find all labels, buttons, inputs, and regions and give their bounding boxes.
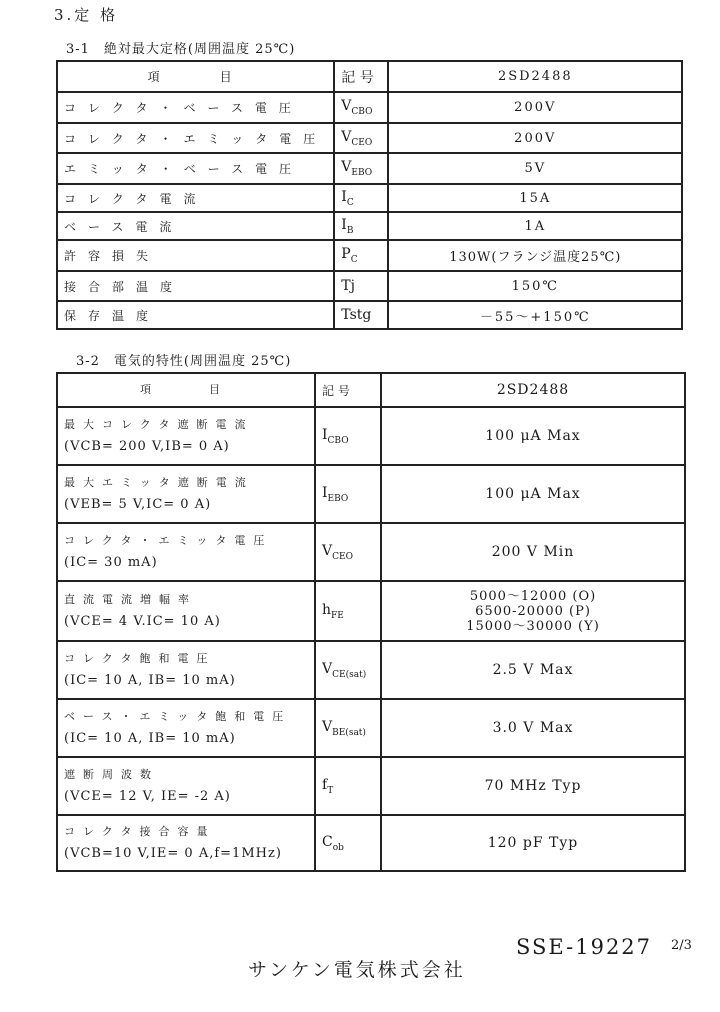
test-condition: (IC= 10 A, IB= 10 mA) — [64, 731, 236, 746]
table-row — [57, 699, 685, 757]
param-name: 遮断周波数 (VCE= 12 V, IE= -2 A) — [57, 757, 315, 815]
param-name: 直流電流増幅率 (VCE= 4 V.IC= 10 A) — [57, 581, 315, 641]
param-symbol: $V_{CEO}$ — [315, 523, 381, 581]
param-symbol: $V_{CEO}$ — [334, 123, 388, 153]
table-header-row — [57, 61, 682, 92]
param-name: ベース・エミッタ飽和電圧 (IC= 10 A, IB= 10 mA) — [57, 699, 315, 757]
param-symbol: $P_C$ — [334, 240, 388, 271]
header-part: 2SD2488 — [388, 61, 682, 92]
table-row — [57, 184, 682, 212]
test-condition: (IC= 10 A, IB= 10 mA) — [64, 673, 236, 688]
param-symbol: $I_B$ — [334, 212, 388, 240]
table-row — [57, 153, 682, 184]
param-symbol: $V_{BE(sat)}$ — [315, 699, 381, 757]
header-item: 項 目 — [57, 373, 315, 407]
header-symbol: 記 号 — [315, 373, 381, 407]
param-symbol: $C_{ob}$ — [315, 815, 381, 871]
param-value: 150℃ — [388, 271, 682, 301]
company-name: サンケン電気株式会社 — [248, 959, 466, 981]
param-name: コレクタ飽和電圧 (IC= 10 A, IB= 10 mA) — [57, 641, 315, 699]
test-condition: (VCB=10 V,IE= 0 A,f=1MHz) — [64, 846, 282, 861]
param-symbol: $f_T$ — [315, 757, 381, 815]
param-name: 保存温度 — [57, 301, 334, 329]
table-row — [57, 407, 685, 465]
table-row — [57, 92, 682, 123]
param-value: 120 pF Typ — [381, 815, 685, 871]
table-row — [57, 523, 685, 581]
param-value: －55～+150℃ — [388, 301, 682, 329]
param-symbol: $V_{EBO}$ — [334, 153, 388, 184]
param-name: 最大エミッタ遮断電流 (VEB= 5 V,IC= 0 A) — [57, 465, 315, 523]
param-name: コレクタ接合容量 (VCB=10 V,IE= 0 A,f=1MHz) — [57, 815, 315, 871]
param-symbol: Tj — [334, 271, 388, 301]
param-value: 15A — [388, 184, 682, 212]
param-value: 200 V Min — [381, 523, 685, 581]
table-row — [57, 301, 682, 329]
table-row — [57, 815, 685, 871]
test-condition: (VCE= 4 V.IC= 10 A) — [64, 614, 221, 629]
param-name: ベース電流 — [57, 212, 334, 240]
param-value: 5000～12000 (O) 6500-20000 (P) 15000～30000 (Y) — [381, 581, 685, 641]
param-name: コレクタ・エミッタ電圧 (IC= 30 mA) — [57, 523, 315, 581]
document-number: SSE-19227 — [516, 935, 653, 959]
param-value: 70 MHz Typ — [381, 757, 685, 815]
test-condition: (VCE= 12 V, IE= -2 A) — [64, 789, 231, 804]
param-name: 許容損失 — [57, 240, 334, 271]
param-value: 100 μA Max — [381, 465, 685, 523]
param-value: 5V — [388, 153, 682, 184]
absolute-max-ratings-table — [56, 60, 683, 330]
electrical-characteristics-table — [56, 372, 686, 872]
header-part: 2SD2488 — [381, 373, 685, 407]
table-row — [57, 212, 682, 240]
param-name: エミッタ・ベース電圧 — [57, 153, 334, 184]
section2-heading: 3-2 電気的特性(周囲温度 25℃) — [76, 354, 292, 369]
table-row — [57, 123, 682, 153]
param-name: コレクタ・ベース電圧 — [57, 92, 334, 123]
param-name: 最大コレクタ遮断電流 (VCB= 200 V,IB= 0 A) — [57, 407, 315, 465]
param-name: 接合部温度 — [57, 271, 334, 301]
param-symbol: Tstg — [334, 301, 388, 329]
param-value: 100 μA Max — [381, 407, 685, 465]
param-symbol: $V_{CE(sat)}$ — [315, 641, 381, 699]
table-row — [57, 757, 685, 815]
table-header-row — [57, 373, 685, 407]
table-row — [57, 240, 682, 271]
param-symbol: $h_{FE}$ — [315, 581, 381, 641]
param-value: 200V — [388, 123, 682, 153]
param-symbol: $I_C$ — [334, 184, 388, 212]
table-row — [57, 271, 682, 301]
page-number: 2/3 — [671, 938, 692, 953]
test-condition: (VEB= 5 V,IC= 0 A) — [64, 497, 212, 512]
param-value: 200V — [388, 92, 682, 123]
table-row — [57, 641, 685, 699]
header-item: 項 目 — [57, 61, 334, 92]
test-condition: (IC= 30 mA) — [64, 555, 158, 570]
param-symbol: $V_{CBO}$ — [334, 92, 388, 123]
header-symbol: 記 号 — [334, 61, 388, 92]
param-symbol: $I_{CBO}$ — [315, 407, 381, 465]
param-name: コレクタ・エミッタ電圧 — [57, 123, 334, 153]
test-condition: (VCB= 200 V,IB= 0 A) — [64, 439, 230, 454]
param-name: コレクタ電流 — [57, 184, 334, 212]
param-value: 130W(フランジ温度25℃) — [388, 240, 682, 271]
table-row — [57, 465, 685, 523]
param-value: 1A — [388, 212, 682, 240]
param-value: 2.5 V Max — [381, 641, 685, 699]
table-row — [57, 581, 685, 641]
section1-heading: 3-1 絶対最大定格(周囲温度 25℃) — [66, 42, 296, 57]
param-value: 3.0 V Max — [381, 699, 685, 757]
param-symbol: $I_{EBO}$ — [315, 465, 381, 523]
section-heading: 3.定 格 — [54, 6, 119, 24]
